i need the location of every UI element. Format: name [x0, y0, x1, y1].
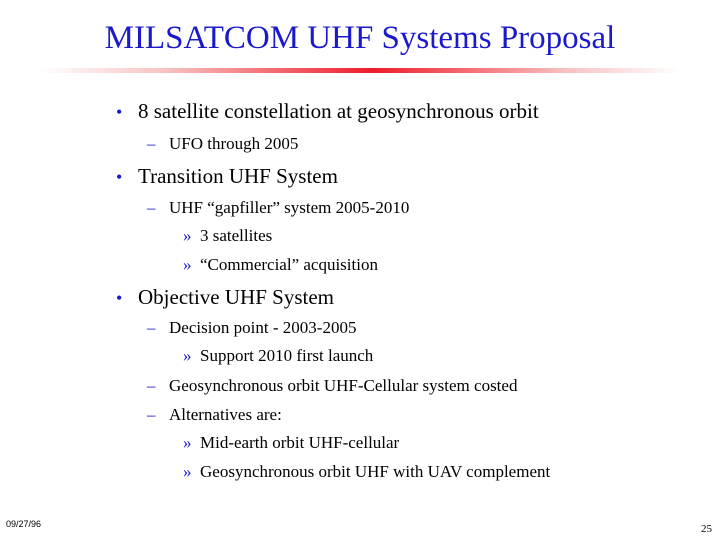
bullet-text: 8 satellite constellation at geosynchronous orbit [138, 99, 539, 123]
subsubbullet-mid-earth [183, 433, 400, 453]
page-number: 25 [701, 523, 712, 535]
subbullet-text: Decision point - 2003-2005 [169, 318, 357, 337]
subbullet-marker: – [147, 376, 156, 395]
subsubbullet-text: Support 2010 first launch [200, 346, 374, 365]
subsubbullet-text: 3 satellites [200, 226, 273, 245]
subsubbullet-marker: » [183, 462, 192, 481]
subbullet-text: UFO through 2005 [169, 134, 299, 153]
subbullet-geo-cellular [147, 376, 518, 396]
bullet-transition [116, 164, 338, 188]
subsubbullet-marker: » [183, 226, 192, 245]
slide-title: MILSATCOM UHF Systems Proposal [104, 20, 616, 56]
subsubbullet-uav [183, 462, 551, 482]
subsubbullet-support-launch [183, 346, 374, 366]
subbullet-marker: – [147, 134, 156, 153]
bullet-marker: • [116, 167, 123, 187]
bullet-marker: • [116, 288, 123, 308]
subsubbullet-marker: » [183, 255, 192, 274]
subbullet-text: UHF “gapfiller” system 2005-2010 [169, 198, 410, 217]
subbullet-alternatives [147, 405, 282, 425]
bullet-marker: • [116, 102, 123, 122]
bullet-text: Objective UHF System [138, 285, 334, 309]
subbullet-text: Geosynchronous orbit UHF-Cellular system costed [169, 376, 518, 395]
subsubbullet-marker: » [183, 346, 192, 365]
bullet-objective [116, 285, 334, 309]
footer-date: 09/27/96 [6, 519, 42, 529]
subsubbullet-text: Mid-earth orbit UHF-cellular [200, 433, 400, 452]
subsubbullet-text: Geosynchronous orbit UHF with UAV complement [200, 462, 551, 481]
bullet-text: Transition UHF System [138, 164, 338, 188]
subsubbullet-text: “Commercial” acquisition [200, 255, 378, 274]
subbullet-marker: – [147, 405, 156, 424]
subsubbullet-commercial [183, 255, 378, 275]
subbullet-gapfiller [147, 198, 410, 218]
subsubbullet-marker: » [183, 433, 192, 452]
bullet-constellation [116, 99, 539, 123]
subbullet-ufo [147, 134, 299, 154]
subbullet-text: Alternatives are: [169, 405, 282, 424]
subbullet-marker: – [147, 198, 156, 217]
subsubbullet-3-satellites [183, 226, 273, 246]
subbullet-marker: – [147, 318, 156, 337]
subbullet-decision-point [147, 318, 357, 338]
